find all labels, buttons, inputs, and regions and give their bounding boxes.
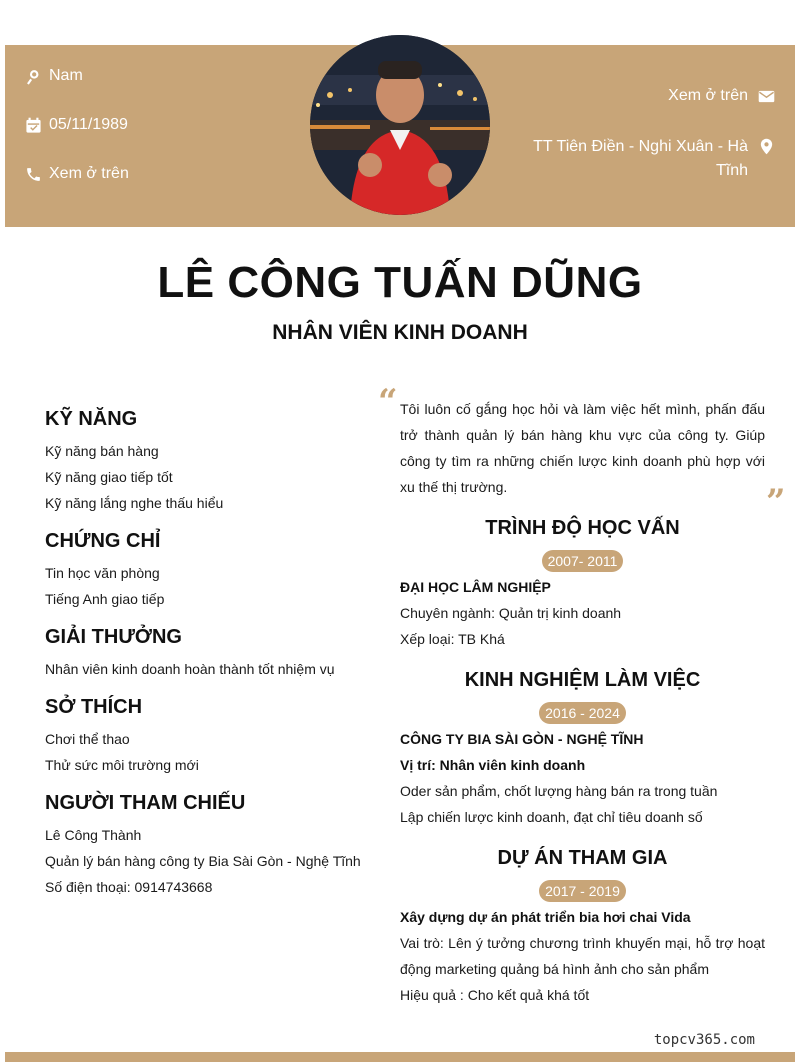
phone-icon: [25, 166, 42, 183]
hobbies-title: SỞ THÍCH: [45, 696, 143, 718]
references-title: NGƯỜI THAM CHIẾU: [45, 792, 246, 814]
candidate-name: LÊ CÔNG TUẤN DŨNG: [157, 258, 643, 307]
projects-section: [400, 844, 765, 1008]
certificate-item: Tin học văn phòng: [45, 565, 160, 581]
project-role: Vai trò: Lên ý tưởng chương trình khuyến mại, hỗ trợ hoạt động marketing quảng bá hình ảnh cho sản phẩm: [400, 935, 765, 977]
avatar: [310, 35, 490, 215]
references-section: [45, 789, 365, 900]
experience-position: Vị trí: Nhân viên kinh doanh: [400, 757, 586, 773]
experience-company: CÔNG TY BIA SÀI GÒN - NGHỆ TĨNH: [400, 731, 644, 747]
experience-title: KINH NGHIỆM LÀM VIỆC: [464, 669, 701, 691]
candidate-role: NHÂN VIÊN KINH DOANH: [272, 321, 528, 344]
education-section: [400, 514, 765, 652]
award-item: Nhân viên kinh doanh hoàn thành tốt nhiệm vụ: [45, 661, 335, 677]
experience-duty: Lập chiến lược kinh doanh, đạt chỉ tiêu doanh số: [400, 809, 703, 825]
education-period-badge: 2007- 2011: [542, 550, 624, 572]
education-school: ĐẠI HỌC LÂM NGHIỆP: [400, 579, 551, 595]
phone-item: [25, 165, 129, 183]
watermark: topcv365.com: [653, 1032, 755, 1048]
email-item: [668, 87, 775, 105]
quote-open-icon: “: [378, 382, 398, 422]
experience-duty: Oder sản phẩm, chốt lượng hàng bán ra trong tuần: [400, 783, 718, 799]
phone-text: Xem ở trên: [49, 165, 129, 182]
reference-item: Số điện thoại: 0914743668: [45, 879, 213, 895]
education-grade: Xếp loại: TB Khá: [400, 631, 505, 647]
skills-section: [45, 405, 365, 516]
skill-item: Kỹ năng bán hàng: [45, 443, 159, 459]
email-icon: [758, 88, 775, 105]
education-title: TRÌNH ĐỘ HỌC VẤN: [485, 517, 680, 539]
certificates-title: CHỨNG CHỈ: [45, 530, 161, 552]
skills-title: KỸ NĂNG: [45, 408, 138, 430]
calendar-icon: [25, 117, 42, 134]
reference-item: Quản lý bán hàng công ty Bia Sài Gòn - Nghệ Tĩnh: [45, 853, 361, 869]
reference-item: Lê Công Thành: [45, 827, 142, 843]
hobbies-section: [45, 693, 365, 778]
right-column: [400, 396, 765, 1008]
gender-text: Nam: [49, 67, 83, 84]
quote-close-icon: ”: [766, 482, 786, 522]
footer-bar: [5, 1052, 795, 1062]
career-objective: Tôi luôn cố gắng học hỏi và làm việc hết mình, phấn đấu trở thành quản lý bán hàng khu vực của công ty. Giúp công ty tìm ra những chiến lược kinh doanh phù hợp với xu thế thị trường.: [400, 401, 765, 495]
awards-title: GIẢI THƯỞNG: [45, 626, 182, 648]
experience-period-badge: 2016 - 2024: [539, 702, 626, 724]
left-column: [45, 405, 365, 911]
awards-section: [45, 623, 365, 682]
certificates-section: [45, 527, 365, 612]
education-major: Chuyên ngành: Quản trị kinh doanh: [400, 605, 622, 621]
skill-item: Kỹ năng giao tiếp tốt: [45, 469, 173, 485]
project-result: Hiệu quả : Cho kết quả khá tốt: [400, 987, 590, 1003]
certificate-item: Tiếng Anh giao tiếp: [45, 591, 165, 607]
project-name: Xây dựng dự án phát triển bia hơi chai Vida: [400, 909, 691, 925]
hobby-item: Chơi thể thao: [45, 731, 130, 747]
gender-item: [25, 67, 83, 85]
projects-title: DỰ ÁN THAM GIA: [497, 847, 668, 869]
birthdate-item: [25, 116, 128, 134]
email-text: Xem ở trên: [668, 87, 748, 104]
address-line2: Tĩnh: [715, 162, 748, 179]
birthdate-text: 05/11/1989: [49, 116, 128, 133]
experience-section: [400, 666, 765, 830]
skill-item: Kỹ năng lắng nghe thấu hiểu: [45, 495, 224, 511]
project-period-badge: 2017 - 2019: [539, 880, 626, 902]
address-line1: TT Tiên Điền - Nghi Xuân - Hà: [533, 138, 748, 155]
address-item: [505, 135, 775, 183]
hobby-item: Thử sức môi trường mới: [45, 757, 199, 773]
gender-icon: [25, 68, 42, 85]
location-icon: [758, 138, 775, 155]
